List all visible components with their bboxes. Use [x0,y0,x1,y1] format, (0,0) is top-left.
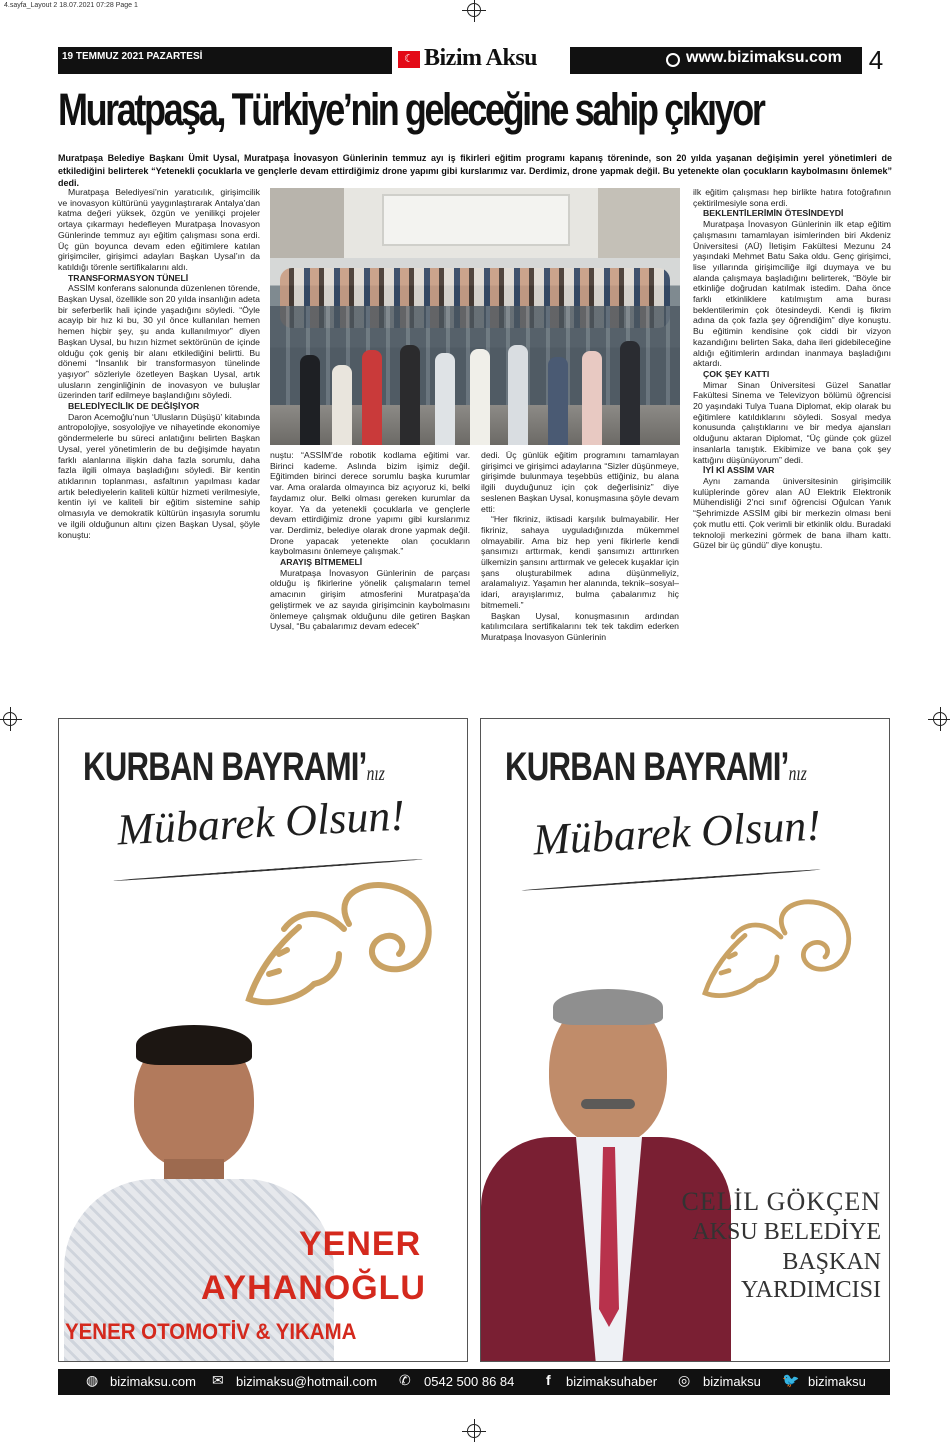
newspaper-logo [392,44,570,76]
page-number: 4 [862,45,890,76]
ad-greeting [505,745,807,790]
advertisement-yener [58,718,468,1362]
paragraph: ilk eğitim çalışması hep birlikte hatıra fotoğrafının çektirilmesiyle sona erdi. [693,187,891,208]
ad-greeting-suffix: nız [788,763,807,785]
photo-person [400,345,420,445]
instagram-icon: ◎ [678,1372,691,1388]
paragraph: Mimar Sinan Üniversitesi Güzel Sanatlar Fakültesi Sinema ve Televizyon bölümü öğrencisi 20 yaşındaki Tulya Tuana Diplomat, ekip olarak bu eğitimlere katıldıklarını söyledi. Sosyal medya konusunda çalıştıklarını ve bir medya ajansları olduğunu aktaran Diplomat, “Üç günde çok güzel insanlarla tanıştık. Ekibimize ve bana çok şey kattığını düşünüyorum” dedi. [693,379,891,465]
print-slug: 4.sayfa_Layout 2 18.07.2021 07:28 Page 1 [4,2,138,9]
page-header [58,47,890,74]
paragraph: Muratpaşa İnovasyon Günlerinin de parçası olduğu iş fikirlerine yönelik çalışmaların temel amacının girişim atmosferini Muratpaşa’da geliştirmek ve az sayıda girişimcinin kaybolmasını önlemeye çalışmak olduğunu dile getiren Başkan Uysal, “Bu çabalarımız devam edecek” [270,567,470,632]
photo-person [435,353,455,445]
twitter-icon: 🐦 [782,1372,800,1388]
globe-icon [666,53,680,67]
ad-greeting-suffix: nız [366,763,385,785]
photo-person [620,341,640,445]
paragraph: “Her fikriniz, iktisadi karşılık bulmayabilir. Her fikriniz, sahaya uyguladığınızda mükemmel olmayabilir. Ama biz hep yeni fikirlerle kendi şansımızı arttırmak, kendi şansımızı arttırırken ülkemizin şansını arttırmak ve gelecek kuşaklar için şans oluşturabilmek adına düşünmeliyiz, aralamalıyız. Yaşamın her alanında, teknik–sosyal–idari, arayışlarımız, bulma çabalarımız hiç bitmemeli.” [481,514,679,610]
ad-title-line1: AKSU BELEDİYE [692,1219,881,1245]
turkish-flag-icon: ☾ [398,51,420,68]
globe-icon: ◍ [86,1372,99,1388]
footer-instagram[interactable]: bizimaksu [703,1374,761,1389]
article-lead: Muratpaşa Belediye Başkanı Ümit Uysal, Muratpaşa İnovasyon Günlerinin temmuz ayı iş fikirleri eğitim programı kapanış töreninde, son 20 yılda yaşanan değişimin yerel yönetimleri de etkilediğini belirterek “Yetenekli çocuklarla ve gençlerle devam ettirdiğimiz drone yapımı gibi kurslarımız var. Derdimiz, drone yapmak değil. Bu yetenekte olan çocukların kaybolmasını önlemek” dedi. [58,153,892,188]
footer-phone[interactable]: 0542 500 86 84 [424,1374,515,1389]
ad-greeting-text: KURBAN BAYRAMI’ [83,745,367,789]
subheading: ARAYIŞ BİTMEMELİ [280,557,363,568]
ram-icon [239,869,449,1019]
article-column-3 [481,450,679,643]
portrait-moustache [581,1099,635,1109]
ad-name-line2: AYHANOĞLU [201,1269,426,1307]
paragraph: nuştu: “ASSİM’de robotik kodlama eğitimi var. Birinci kademe. Aslında bizim işimiz değil. Eğitimden birinci derece sorumlu başka kurumlar var. Ama oralarda olmayınca biz açıyoruz ki, belki faydamız olur. Belki olması gereken kurumlar da koyar. Ya da yetenekli çocuklarla ve gençlerle devam ettirdiğimiz drone yapımı gibi kurslarımız var. Derdimiz, belediye olarak drone yapmak değil. Drone yapacak yetenekte olan çocukların kaybolmasını önlemeye çalışmak.” [270,450,470,557]
subheading: İYİ Kİ ASSİM VAR [703,465,775,476]
ad-portrait-celil [481,987,731,1362]
registration-mark-right [933,712,947,726]
ad-wish: Mübarek Olsun! [531,800,823,865]
subheading: BEKLENTİLERİMİN ÖTESİNDEYDİ [703,208,844,219]
paragraph: Başkan Uysal, konuşmasının ardından katılımcılara sertifikalarını tek tek takdim ederken Muratpaşa İnovasyon Günlerinin [481,610,679,642]
issue-date: 19 TEMMUZ 2021 PAZARTESİ [62,51,203,62]
paragraph: dedi. Üç günlük eğitim programını tamamlayan girişimci ve girişimci adaylarına “Sizler düşünmeye, girişimde bulunmaya teşebbüs ettiğiniz, bu alana ilgili duyduğunuz için çok değerlisiniz” diye seslenen Başkan Uysal, konuşmasına şöyle devam etti: [481,450,679,514]
ad-greeting [83,745,385,790]
ad-title-line2: BAŞKAN [782,1249,881,1275]
registration-mark-bottom [467,1424,481,1438]
page-footer [58,1369,890,1395]
photo-person [582,351,602,445]
ad-title-line3: YARDIMCISI [740,1277,881,1303]
header-website[interactable]: www.bizimaksu.com [686,49,842,66]
ad-wish: Mübarek Olsun! [115,790,407,855]
footer-twitter[interactable]: bizimaksu [808,1374,866,1389]
paragraph: ASSİM konferans salonunda düzenlenen törende, Başkan Uysal, özellikle son 20 yılda insanlığın adeta bir seferberlik hali içinde yaşadığını söyledi. “Öyle acayip bir hız ki bu, 30 yıl önce kullanılan hemen hemen hiçbir şey, şu anda kullanılmıyor” diyen Başkan Uysal, bu hızın hizmet sektörünün de içinde olduğu çok geniş bir alanı etkilediğini belirtti. Bu dönemi “İnsanlık bir transformasyon tünelinde yaşıyor” sözleriyle özetleyen Başkan Uysal, artık ulusların zenginliğinin de inovasyon ve buluşlar üzerinden tarif edilmeye başlandığını söyledi. [58,283,260,401]
article-column-2 [270,450,470,632]
photo-person [332,365,352,445]
footer-email[interactable]: bizimaksu@hotmail.com [236,1374,378,1389]
paragraph: Muratpaşa İnovasyon Günlerinin ilk etap eğitim çalışmasını tamamlayan isimlerinden biri Akdeniz Üniversitesi (AÜ) İletişim Fakültesi Mezunu 24 yaşındaki Mehmet Batu Saka oldu. Genç girişimci, lise yıllarında girişimciliğe ilgi duymaya ve bu alanda çalışmaya başladığını belirterek, “Böyle bir etkinliğe doğrudan katılmak istedim. Daha önce farklı etkinliklere katılmıştım ama burası beklentilerimin çok ötesindeydi. Kendi iş fikrim adına da çok fazla şey öğrendiğim” diye konuştu. Bu eğitimin kendisine çok ciddi bir vizyon kazandığını belirten Saka, daha ileri gidebileceğine aldığı eğitimlerin ardından inanmaya başladığını aktardı. [693,219,891,369]
paragraph: Muratpaşa Belediyesi’nin yaratıcılık, girişimcilik ve inovasyon kültürünü yaygınlaştırarak Antalya’dan katma değeri yüksek, özgün ve yenilikçi projeler ortaya çıkarmayı hedefleyen Muratpaşa İnovasyon Günlerinde temmuz ayı eğitim çalışması sona erdi. Üç gün boyunca devam eden eğitimlere katılan girişimciler, girişimci adayları Başkan Uysal’ın da katıldığı törenle sertifikalarını aldı. [58,187,260,272]
facebook-icon: f [546,1372,551,1388]
ad-portrait-yener [64,1009,334,1362]
subheading: TRANSFORMASYON TÜNELİ [68,272,189,283]
registration-mark-top [467,3,481,17]
whatsapp-icon: ✆ [399,1372,411,1388]
paragraph: Daron Acemoğlu’nun ‘Ulusların Düşüşü’ kitabında antropolojiye, sosyolojiye ve nihayetinde ekonomiye göndermelerle bu süreci anlatığını belirten Başkan Uysal, yerel yönetimlerin de bu değişimde hayatın farklı alanlarına ilişkin daha fazla sorumlu, daha fazla ilgili olmaya başladığını söyledi. Bir kentin atıklarının toplanması, asfaltının yapılması kadar artık belediyelerin kaliteli kültür hizmeti verilmesiyle, kentin iyi ve kaliteli bir eğitim sistemine sahip olmasıyla ve demokratik kültürün inşasıyla sorumlu ve ilgili olduğunun altını çizen Başkan Uysal, şöyle konuştu: [58,411,260,540]
photo-person [470,349,490,445]
logo-text: Bizim Aksu [424,45,538,71]
ad-name: CELİL GÖKÇEN [681,1187,881,1216]
article-headline: Muratpaşa, Türkiye’nin geleceğine sahip çıkıyor [58,84,764,135]
footer-facebook[interactable]: bizimaksuhaber [566,1374,658,1389]
article-photo-group [270,188,680,445]
mail-icon: ✉ [212,1372,224,1388]
photo-screen [382,194,570,246]
subheading: ÇOK ŞEY KATTI [703,368,770,379]
article-column-4 [693,187,891,551]
article-column-1 [58,187,260,540]
registration-mark-left [3,712,17,726]
photo-person [548,357,568,445]
photo-person [362,350,382,445]
subheading: BELEDİYECİLİK DE DEĞİŞİYOR [68,401,200,412]
ad-greeting-text: KURBAN BAYRAMI’ [505,745,789,789]
footer-website[interactable]: bizimaksu.com [110,1374,196,1389]
portrait-hair [553,989,663,1025]
paragraph: Aynı zamanda üniversitesinin girişimcilik kulüplerinde görev alan AÜ Elektrik Elektronik Mühendisliği 2’nci sınıf öğrencisi Oğulcan Yanık “Şehrimizde ASSİM gibi bir merkezin olması beni çok mutlu etti. Çok verimli bir etkinlik oldu. Buradaki teknoloji merkezini görmek de bana ilham kattı. Güzel bir üç gündü” diye konuştu. [693,475,891,551]
photo-person [508,345,528,445]
advertisement-celil [480,718,890,1362]
ad-name-line1: YENER [299,1225,422,1263]
portrait-hair [136,1025,252,1065]
photo-person [300,355,320,445]
ad-company: YENER OTOMOTİV & YIKAMA [65,1319,357,1344]
